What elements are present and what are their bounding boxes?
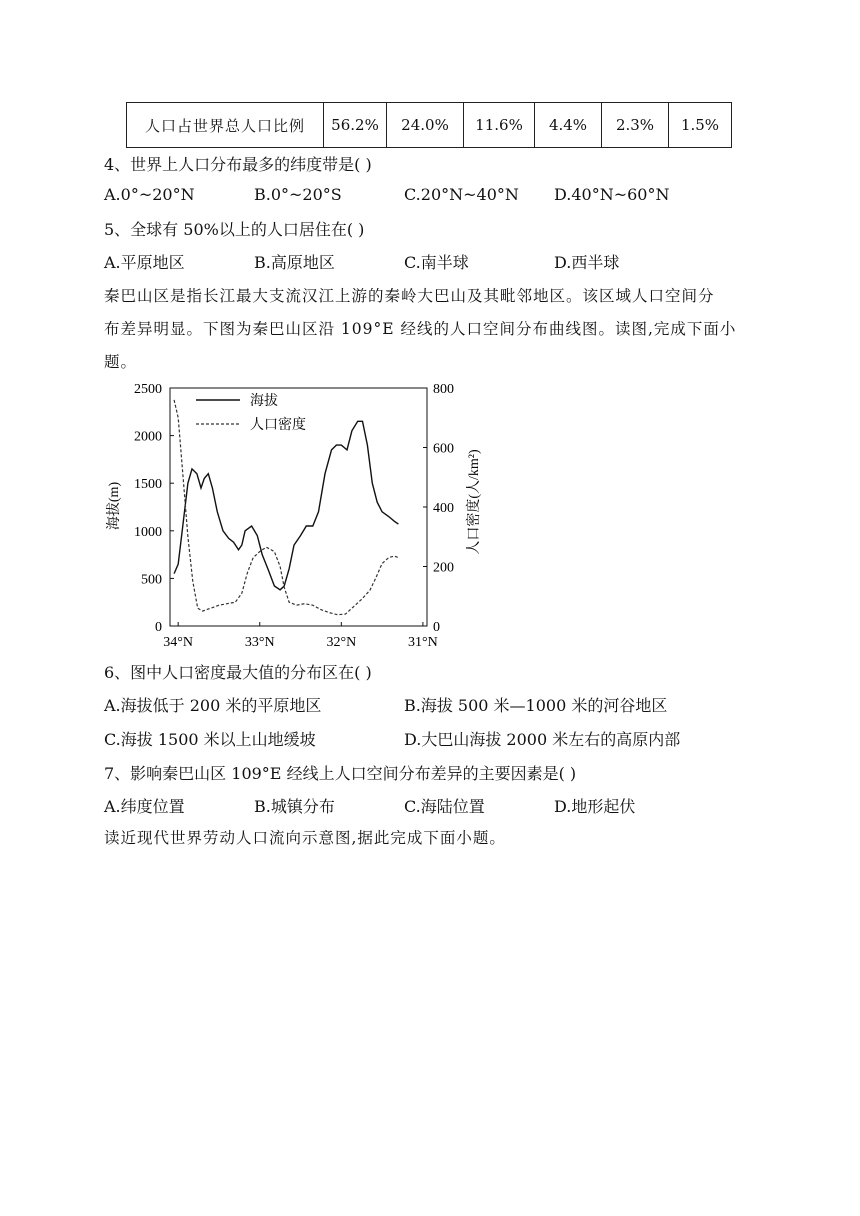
x-tick-label: 34°N — [163, 635, 194, 650]
question-4-stem: 4、世界上人口分布最多的纬度带是( ) — [104, 155, 372, 174]
y-left-tick-label: 1500 — [134, 477, 162, 493]
y-right-tick-label: 400 — [433, 501, 454, 516]
table-row — [127, 103, 732, 148]
elevation-population-chart — [100, 378, 500, 653]
passage-line: 题。 — [104, 353, 138, 371]
option-d: D.西半球 — [554, 253, 620, 272]
y-right-tick-label: 200 — [433, 560, 454, 576]
elevation-line — [174, 421, 398, 590]
option-a: A.纬度位置 — [104, 797, 185, 816]
y-right-tick-label: 600 — [433, 441, 454, 457]
option-d: D.40°N~60°N — [554, 185, 670, 204]
legend-label-population: 人口密度 — [250, 418, 306, 433]
table-cell: 56.2% — [324, 103, 387, 148]
question-6-stem: 6、图中人口密度最大值的分布区在( ) — [104, 663, 372, 682]
option-a: A.平原地区 — [104, 253, 185, 272]
legend-label-elevation: 海拔 — [250, 394, 278, 409]
option-d: D.大巴山海拔 2000 米左右的高原内部 — [404, 730, 681, 749]
option-a: A.0°~20°N — [104, 185, 195, 204]
y-right-tick-label: 800 — [433, 382, 454, 397]
question-7-stem: 7、影响秦巴山区 109°E 经线上人口空间分布差异的主要因素是( ) — [104, 764, 577, 783]
population-share-table — [126, 102, 732, 148]
table-row-label: 人口占世界总人口比例 — [127, 103, 324, 148]
passage-line: 秦巴山区是指长江最大支流汉江上游的秦岭大巴山及其毗邻地区。该区域人口空间分 — [104, 287, 715, 305]
x-tick-label: 31°N — [408, 635, 438, 650]
next-passage-line: 读近现代世界劳动人口流向示意图,据此完成下面小题。 — [104, 829, 506, 847]
table-cell: 1.5% — [669, 103, 732, 148]
table-cell: 4.4% — [535, 103, 602, 148]
table-cell: 24.0% — [387, 103, 464, 148]
x-tick-label: 33°N — [244, 635, 275, 650]
option-c: C.南半球 — [404, 253, 469, 272]
option-d: D.地形起伏 — [554, 797, 636, 816]
option-c: C.海拔 1500 米以上山地缓坡 — [104, 730, 316, 749]
table-cell: 2.3% — [602, 103, 669, 148]
y-left-tick-label: 2500 — [134, 382, 162, 397]
option-b: B.高原地区 — [254, 253, 335, 272]
passage — [104, 280, 754, 379]
chart-legend — [196, 392, 306, 433]
x-tick-label: 32°N — [326, 635, 357, 650]
y-axis-left-label: 海拔(m) — [107, 481, 122, 531]
y-left-tick-label: 1000 — [134, 524, 162, 540]
y-left-tick-label: 2000 — [134, 429, 162, 445]
option-c: C.海陆位置 — [404, 797, 485, 816]
option-c: C.20°N~40°N — [404, 185, 519, 204]
y-left-tick-label: 500 — [141, 572, 162, 588]
question-5-stem: 5、全球有 50%以上的人口居住在( ) — [104, 220, 365, 239]
y-left-tick-label: 0 — [155, 620, 162, 635]
table-cell: 11.6% — [464, 103, 535, 148]
option-b: B.海拔 500 米—1000 米的河谷地区 — [404, 696, 668, 715]
option-b: B.0°~20°S — [254, 185, 342, 204]
y-right-tick-label: 0 — [433, 620, 440, 635]
option-b: B.城镇分布 — [254, 797, 335, 816]
y-axis-right-label: 人口密度(人/km²) — [467, 449, 482, 555]
option-a: A.海拔低于 200 米的平原地区 — [104, 696, 322, 715]
passage-line: 布差异明显。下图为秦巴山区沿 109°E 经线的人口空间分布曲线图。读图,完成下面小 — [104, 320, 737, 338]
